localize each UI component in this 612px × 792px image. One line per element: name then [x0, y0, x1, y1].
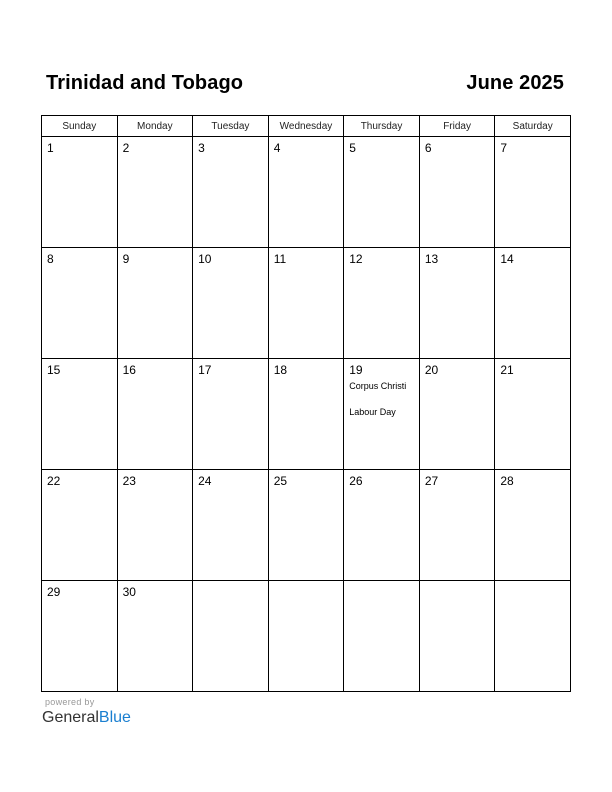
- day-cell: [344, 581, 420, 692]
- day-cell: [117, 137, 193, 248]
- day-cell: [193, 137, 269, 248]
- country-title: Trinidad and Tobago: [46, 72, 244, 94]
- day-number: [495, 581, 570, 585]
- day-number: 4: [273, 141, 281, 155]
- day-cell: [42, 470, 118, 581]
- day-number: 9: [122, 252, 130, 266]
- day-cell: [117, 581, 193, 692]
- day-cell: [42, 137, 118, 248]
- day-number: 6: [424, 141, 432, 155]
- day-number: 15: [47, 363, 61, 377]
- day-cell: [419, 470, 495, 581]
- week-row: [42, 248, 571, 359]
- logo-text-blue: Blue: [98, 709, 131, 726]
- day-number: 16: [122, 363, 136, 377]
- day-cell: [117, 248, 193, 359]
- day-number: 11: [273, 252, 287, 266]
- weekday-saturday: Saturday: [495, 116, 571, 137]
- weekday-tuesday: Tuesday: [193, 116, 269, 137]
- day-number: 21: [500, 363, 514, 377]
- day-cell: [419, 137, 495, 248]
- day-cell: [495, 581, 571, 692]
- weekday-friday: Friday: [419, 116, 495, 137]
- day-cell: [42, 248, 118, 359]
- day-number: 24: [198, 474, 212, 488]
- day-cell: [268, 581, 344, 692]
- day-cell: [268, 359, 344, 470]
- day-number: 22: [47, 474, 61, 488]
- day-number: [344, 581, 419, 585]
- week-row: [42, 359, 571, 470]
- day-number: 17: [198, 363, 212, 377]
- day-cell: [193, 581, 269, 692]
- day-number: 18: [273, 363, 288, 377]
- day-number: 5: [349, 141, 356, 155]
- holiday-label: Labour Day: [349, 407, 396, 417]
- weekday-header-row: [42, 116, 571, 137]
- day-cell: [193, 470, 269, 581]
- day-number: 13: [424, 252, 439, 266]
- day-number: 19: [349, 363, 363, 377]
- day-cell: [344, 137, 420, 248]
- day-number: [193, 581, 268, 585]
- day-cell: [495, 470, 571, 581]
- day-cell: [268, 248, 344, 359]
- month-year-title: June 2025: [466, 72, 564, 94]
- weekday-thursday: Thursday: [344, 116, 420, 137]
- day-cell: [495, 137, 571, 248]
- day-number: 26: [349, 474, 363, 488]
- day-number: 10: [198, 252, 212, 266]
- week-row: [42, 137, 571, 248]
- week-row: [42, 470, 571, 581]
- generalblue-logo: [42, 709, 131, 727]
- day-number: 27: [424, 474, 439, 488]
- day-number: [269, 581, 344, 585]
- holiday-label: Corpus Christi: [349, 381, 407, 391]
- day-number: 8: [47, 252, 54, 266]
- day-cell: [419, 359, 495, 470]
- powered-by-label: powered by: [45, 697, 95, 707]
- day-cell: [495, 248, 571, 359]
- day-cell: [495, 359, 571, 470]
- day-cell: [193, 359, 269, 470]
- day-cell: [42, 359, 118, 470]
- day-number: 12: [349, 252, 363, 266]
- day-cell: [117, 359, 193, 470]
- day-number: 23: [122, 474, 136, 488]
- day-cell: [419, 581, 495, 692]
- day-cell: [268, 470, 344, 581]
- day-number: 7: [500, 141, 508, 155]
- calendar-grid: [41, 115, 571, 692]
- day-cell: [268, 137, 344, 248]
- day-cell: [344, 359, 420, 470]
- day-number: [420, 581, 495, 585]
- weekday-monday: Monday: [117, 116, 193, 137]
- logo-text-general: General: [42, 709, 99, 726]
- day-number: 2: [122, 141, 130, 155]
- day-number: 20: [424, 363, 439, 377]
- weekday-sunday: Sunday: [42, 116, 118, 137]
- day-cell: [419, 248, 495, 359]
- day-number: 14: [500, 252, 514, 266]
- calendar-body: [42, 137, 571, 692]
- day-number: 30: [122, 585, 136, 599]
- day-cell: [344, 470, 420, 581]
- day-number: 29: [47, 585, 61, 599]
- day-cell: [117, 470, 193, 581]
- day-cell: [344, 248, 420, 359]
- day-number: 1: [47, 141, 54, 155]
- day-number: 25: [273, 474, 288, 488]
- weekday-wednesday: Wednesday: [268, 116, 344, 137]
- week-row: [42, 581, 571, 692]
- day-number: 28: [500, 474, 514, 488]
- day-cell: [42, 581, 118, 692]
- day-number: 3: [198, 141, 205, 155]
- day-cell: [193, 248, 269, 359]
